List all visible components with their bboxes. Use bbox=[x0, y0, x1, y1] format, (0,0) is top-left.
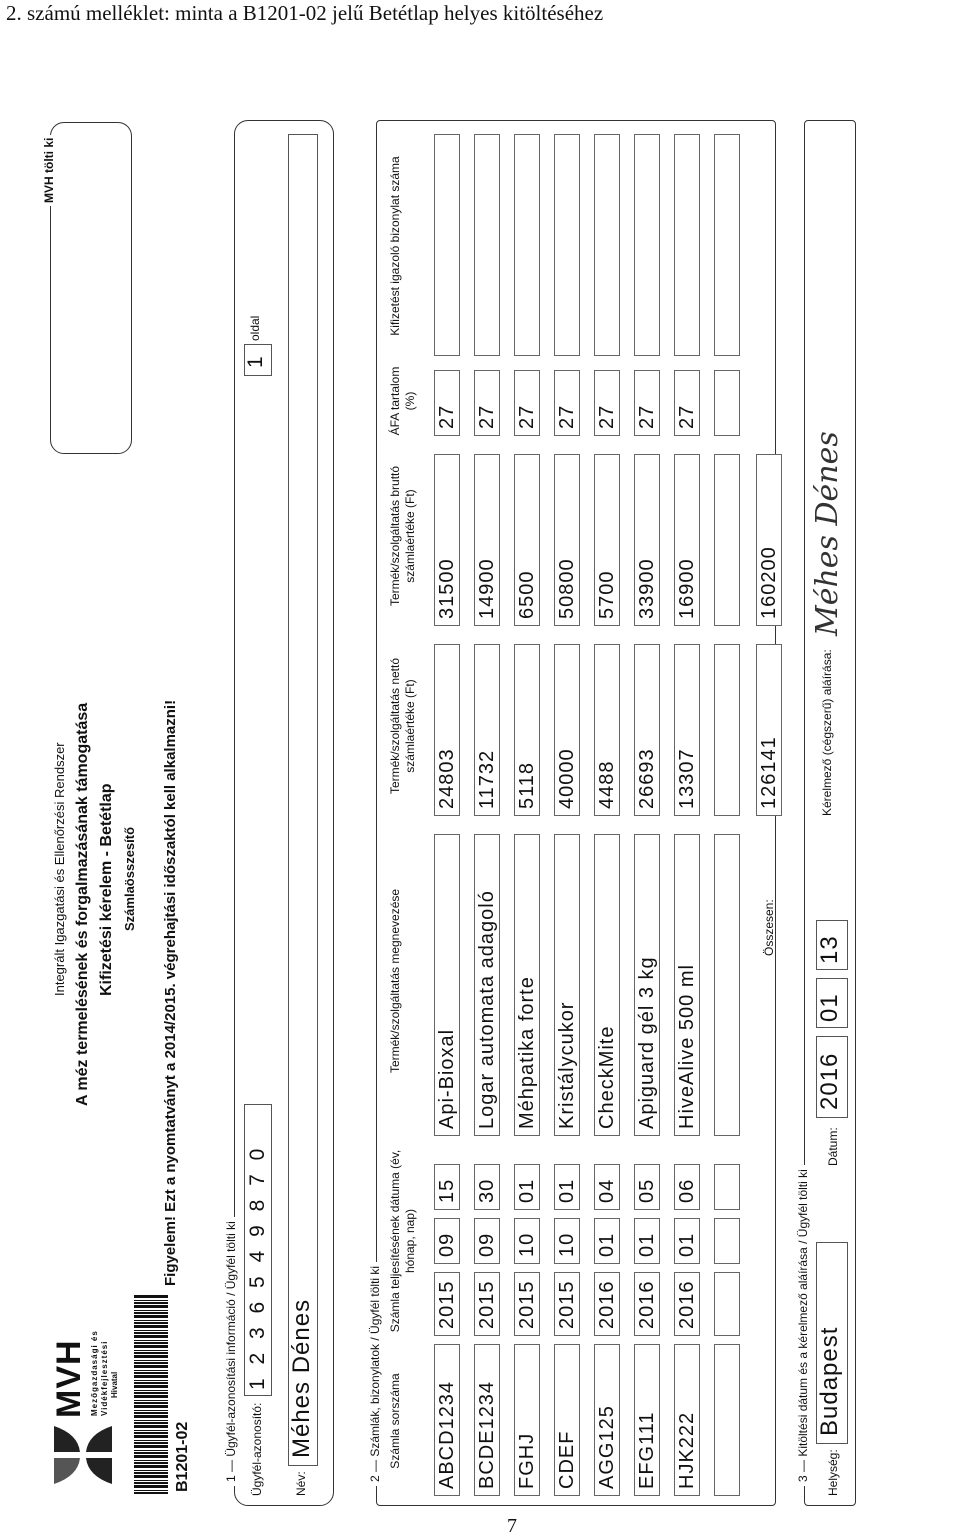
cell-value-gross: 6500 bbox=[516, 570, 538, 619]
table-cell-d bbox=[674, 1164, 700, 1210]
cell-value-name: Kristálycukor bbox=[556, 1001, 578, 1129]
table-cell-m bbox=[674, 1218, 700, 1264]
cell-value-m: 01 bbox=[596, 1232, 618, 1257]
place-value: Budapest bbox=[816, 1326, 843, 1436]
cell-value-no: AGG125 bbox=[596, 1405, 618, 1489]
section1-title: 1 — Ügyfél-azonosítási információ / Ügyfél tölti ki bbox=[224, 1217, 238, 1486]
page-number: 7 bbox=[507, 1515, 517, 1537]
table-cell-no bbox=[634, 1344, 660, 1496]
table-cell-gross bbox=[434, 454, 460, 626]
cell-value-name: Méhpatika forte bbox=[516, 976, 538, 1129]
cell-value-vat: 27 bbox=[676, 404, 698, 429]
table-cell-empty bbox=[714, 834, 740, 1136]
table-cell-m bbox=[594, 1218, 620, 1264]
table-cell-_r bbox=[634, 134, 660, 356]
table-cell-d bbox=[514, 1164, 540, 1210]
form-title-1: A méz termelésének és forgalmazásának támogatása bbox=[74, 702, 91, 1106]
cell-value-gross: 50800 bbox=[556, 558, 578, 619]
warning-text: Figyelem! Ezt a nyomtatványt a 2014/2015. végrehajtási időszaktól kell alkalmazni! bbox=[162, 699, 179, 1286]
cell-value-name: Logar automata adagoló bbox=[476, 890, 498, 1129]
table-cell-d bbox=[594, 1164, 620, 1210]
cell-value-y: 2015 bbox=[476, 1280, 498, 1329]
mvh-logo bbox=[52, 1424, 114, 1486]
table-cell-name bbox=[634, 834, 660, 1136]
col-header-number: Számla sorszáma bbox=[388, 1373, 402, 1469]
cell-value-m: 01 bbox=[636, 1232, 658, 1257]
cell-value-m: 10 bbox=[516, 1232, 538, 1257]
table-cell-_r bbox=[594, 134, 620, 356]
name-field bbox=[288, 134, 318, 1466]
table-cell-net bbox=[434, 644, 460, 816]
cell-value-m: 09 bbox=[476, 1232, 498, 1257]
cell-value-d: 06 bbox=[676, 1178, 698, 1203]
table-cell-gross bbox=[634, 454, 660, 626]
cell-value-gross: 5700 bbox=[596, 570, 618, 619]
total-gross-cell bbox=[756, 454, 782, 626]
cell-value-d: 15 bbox=[436, 1178, 458, 1203]
table-cell-name bbox=[434, 834, 460, 1136]
table-cell-gross bbox=[474, 454, 500, 626]
cell-value-y: 2016 bbox=[636, 1280, 658, 1329]
cell-value-vat: 27 bbox=[636, 404, 658, 429]
table-cell-vat bbox=[674, 370, 700, 436]
table-cell-name bbox=[514, 834, 540, 1136]
barcode bbox=[134, 1294, 168, 1494]
section3-title: 3 — Kitöltési dátum és a kérelmező aláírása / Ügyfél tölti ki bbox=[796, 1165, 810, 1486]
table-cell-no bbox=[514, 1344, 540, 1496]
col-header-vat: ÁFA tartalom (%) bbox=[388, 366, 417, 436]
cell-value-gross: 14900 bbox=[476, 558, 498, 619]
table-cell-y bbox=[674, 1272, 700, 1336]
col-header-gross: Termék/szolgáltatás bruttó számlaértéke (Ft) bbox=[388, 465, 417, 607]
cell-value-name: HiveAlive 500 ml bbox=[676, 964, 698, 1129]
cell-value-name: Apiguard gél 3 kg bbox=[636, 956, 658, 1129]
cell-value-no: CDEF bbox=[556, 1430, 578, 1489]
cell-value-vat: 27 bbox=[596, 404, 618, 429]
cell-value-no: ABCD1234 bbox=[436, 1380, 458, 1489]
date-label: Dátum: bbox=[826, 1127, 840, 1166]
mvh-logo-abbr: MVH bbox=[50, 1339, 88, 1418]
col-header-receipt: Kifizetést igazoló bizonylat száma bbox=[388, 156, 402, 336]
table-cell-y bbox=[434, 1272, 460, 1336]
total-gross: 160200 bbox=[758, 546, 780, 619]
client-id-value: 1 2 3 6 5 4 9 8 7 0 bbox=[246, 1144, 269, 1390]
table-cell-y bbox=[594, 1272, 620, 1336]
table-cell-empty bbox=[714, 1272, 740, 1336]
client-id-label: Ügyfél-azonosító: bbox=[250, 1402, 264, 1496]
form-code: B1201-02 bbox=[174, 1421, 191, 1492]
table-cell-vat bbox=[594, 370, 620, 436]
cell-value-no: BCDE1234 bbox=[476, 1380, 498, 1489]
table-cell-name bbox=[554, 834, 580, 1136]
cell-value-no: EFG111 bbox=[636, 1411, 658, 1489]
total-net-cell bbox=[756, 644, 782, 816]
form-title-2: Kifizetési kérelem - Betétlap bbox=[98, 783, 115, 996]
cell-value-gross: 33900 bbox=[636, 558, 658, 619]
col-header-product: Termék/szolgáltatás megnevezése bbox=[388, 888, 402, 1074]
table-cell-empty bbox=[714, 1164, 740, 1210]
table-cell-_r bbox=[674, 134, 700, 356]
table-cell-no bbox=[474, 1344, 500, 1496]
logo-line3: Hivatal bbox=[110, 1371, 119, 1398]
table-cell-y bbox=[474, 1272, 500, 1336]
table-cell-no bbox=[554, 1344, 580, 1496]
table-cell-vat bbox=[474, 370, 500, 436]
logo-line1: Mezőgazdasági és bbox=[90, 1330, 99, 1416]
cell-value-name: CheckMite bbox=[596, 1025, 618, 1129]
table-cell-vat bbox=[514, 370, 540, 436]
cell-value-y: 2016 bbox=[676, 1280, 698, 1329]
page-label: oldal bbox=[248, 315, 262, 341]
total-label: Összesen: bbox=[762, 899, 776, 956]
cell-value-m: 01 bbox=[676, 1232, 698, 1257]
cell-value-vat: 27 bbox=[556, 404, 578, 429]
table-cell-m bbox=[514, 1218, 540, 1264]
cell-value-y: 2015 bbox=[436, 1280, 458, 1329]
table-cell-empty bbox=[714, 370, 740, 436]
cell-value-name: Api-Bioxal bbox=[436, 1028, 458, 1129]
cell-value-vat: 27 bbox=[476, 404, 498, 429]
table-cell-net bbox=[554, 644, 580, 816]
table-cell-_r bbox=[554, 134, 580, 356]
form-title-3: Számlaösszesítő bbox=[122, 826, 137, 931]
cell-value-net: 40000 bbox=[556, 748, 578, 809]
cell-value-y: 2015 bbox=[556, 1280, 578, 1329]
name-label: Név: bbox=[294, 1471, 308, 1496]
cell-value-net: 4488 bbox=[596, 760, 618, 809]
signature-label: Kérelmező (cégszerű) aláírása: bbox=[820, 649, 834, 816]
scanned-form-area bbox=[38, 108, 858, 1516]
table-cell-vat bbox=[554, 370, 580, 436]
table-cell-m bbox=[474, 1218, 500, 1264]
table-cell-y bbox=[634, 1272, 660, 1336]
table-cell-name bbox=[674, 834, 700, 1136]
table-cell-y bbox=[514, 1272, 540, 1336]
cell-value-y: 2016 bbox=[596, 1280, 618, 1329]
cell-value-d: 01 bbox=[556, 1178, 578, 1203]
cell-value-d: 05 bbox=[636, 1178, 658, 1203]
table-cell-net bbox=[514, 644, 540, 816]
cell-value-net: 26693 bbox=[636, 748, 658, 809]
date-month: 01 bbox=[816, 993, 843, 1022]
cell-value-m: 09 bbox=[436, 1232, 458, 1257]
cell-value-m: 10 bbox=[556, 1232, 578, 1257]
table-cell-empty bbox=[714, 1344, 740, 1496]
name-value: Méhes Dénes bbox=[288, 1298, 315, 1458]
place-label: Helység: bbox=[826, 1449, 840, 1496]
cell-value-d: 04 bbox=[596, 1178, 618, 1203]
table-cell-m bbox=[634, 1218, 660, 1264]
table-cell-no bbox=[674, 1344, 700, 1496]
total-net: 126141 bbox=[758, 736, 780, 809]
mvh-label: MVH tölti ki bbox=[42, 135, 56, 206]
table-cell-gross bbox=[514, 454, 540, 626]
table-cell-net bbox=[634, 644, 660, 816]
table-cell-_r bbox=[514, 134, 540, 356]
cell-value-net: 11732 bbox=[476, 749, 498, 809]
table-cell-m bbox=[434, 1218, 460, 1264]
table-cell-name bbox=[474, 834, 500, 1136]
section2-title: 2 — Számlák, bizonylatok / Ügyfél tölti ki bbox=[368, 1262, 382, 1486]
cell-value-gross: 16900 bbox=[676, 558, 698, 619]
page-heading: 2. számú melléklet: minta a B1201-02 jelű Betétlap helyes kitöltéséhez bbox=[6, 1, 604, 25]
table-cell-y bbox=[554, 1272, 580, 1336]
table-cell-d bbox=[554, 1164, 580, 1210]
table-cell-_r bbox=[434, 134, 460, 356]
table-cell-net bbox=[474, 644, 500, 816]
cell-value-gross: 31500 bbox=[436, 558, 458, 619]
table-cell-net bbox=[674, 644, 700, 816]
page-value: 1 bbox=[244, 355, 267, 368]
cell-value-no: HJK222 bbox=[676, 1411, 698, 1489]
table-cell-gross bbox=[594, 454, 620, 626]
cell-value-d: 30 bbox=[476, 1178, 498, 1203]
table-cell-d bbox=[474, 1164, 500, 1210]
date-day: 13 bbox=[816, 935, 843, 964]
cell-value-net: 13307 bbox=[676, 748, 698, 809]
table-cell-m bbox=[554, 1218, 580, 1264]
logo-line2: Vidékfejlesztési bbox=[100, 1340, 109, 1416]
date-year: 2016 bbox=[816, 1052, 843, 1110]
table-cell-empty bbox=[714, 1218, 740, 1264]
table-cell-vat bbox=[434, 370, 460, 436]
cell-value-no: FGHJ bbox=[516, 1432, 538, 1489]
cell-value-vat: 27 bbox=[516, 404, 538, 429]
table-cell-d bbox=[434, 1164, 460, 1210]
mvh-box bbox=[50, 122, 132, 454]
cell-value-d: 01 bbox=[516, 1178, 538, 1203]
signature: Méhes Dénes bbox=[810, 431, 845, 636]
cell-value-y: 2015 bbox=[516, 1280, 538, 1329]
table-cell-vat bbox=[634, 370, 660, 436]
table-cell-empty bbox=[714, 454, 740, 626]
col-header-net: Termék/szolgáltatás nettó számlaértéke (Ft) bbox=[388, 657, 417, 795]
table-cell-_r bbox=[474, 134, 500, 356]
system-name: Integrált Igazgatási és Ellenőrzési Rendszer bbox=[52, 742, 67, 996]
cell-value-vat: 27 bbox=[436, 404, 458, 429]
form-sheet bbox=[38, 108, 858, 1516]
cell-value-net: 24803 bbox=[436, 748, 458, 809]
table-cell-net bbox=[594, 644, 620, 816]
table-cell-gross bbox=[554, 454, 580, 626]
table-cell-d bbox=[634, 1164, 660, 1210]
table-cell-gross bbox=[674, 454, 700, 626]
table-cell-no bbox=[594, 1344, 620, 1496]
cell-value-net: 5118 bbox=[516, 761, 538, 809]
table-cell-no bbox=[434, 1344, 460, 1496]
table-cell-name bbox=[594, 834, 620, 1136]
table-cell-empty bbox=[714, 644, 740, 816]
col-header-date: Számla teljesítésének dátuma (év, hónap, nap) bbox=[388, 1149, 417, 1333]
table-cell-empty bbox=[714, 134, 740, 356]
